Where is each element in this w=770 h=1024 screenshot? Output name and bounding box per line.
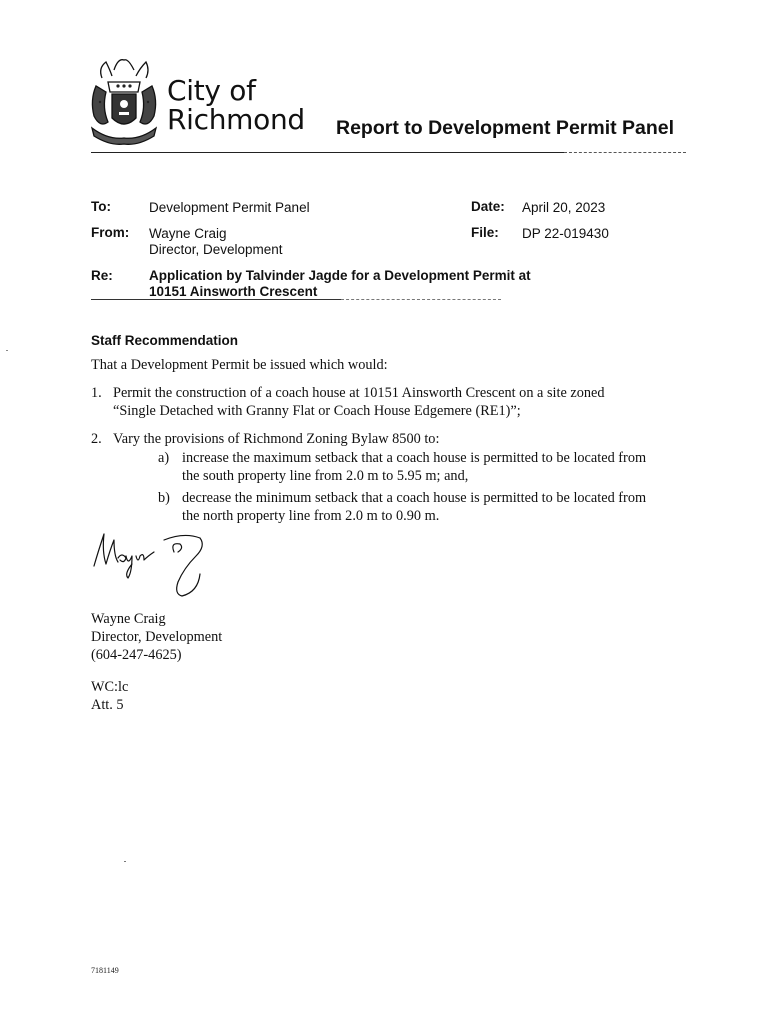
subject-underline	[91, 299, 341, 300]
header-divider-faint	[564, 152, 686, 153]
list-number-1: 1.	[91, 385, 102, 401]
list-number-2: 2.	[91, 431, 102, 447]
to-value: Development Permit Panel	[149, 200, 310, 215]
from-name: Wayne Craig	[149, 226, 227, 241]
subject-underline-faint	[341, 299, 501, 300]
section-heading: Staff Recommendation	[91, 333, 239, 348]
sublist-item-a-line-2: the south property line from 2.0 m to 5.95 m; and,	[182, 468, 469, 484]
signatory-phone: (604-247-4625)	[91, 647, 182, 663]
report-title: Report to Development Permit Panel	[336, 117, 675, 139]
to-label: To:	[91, 199, 111, 214]
date-value: April 20, 2023	[522, 200, 606, 215]
sublist-item-b-line-2: the north property line from 2.0 m to 0.90 m.	[182, 508, 440, 524]
list-item-2: Vary the provisions of Richmond Zoning Bylaw 8500 to:	[113, 431, 440, 447]
attachment-count: Att. 5	[91, 697, 124, 713]
recommendation-intro: That a Development Permit be issued which would:	[91, 357, 388, 373]
city-crest-logo	[88, 56, 160, 148]
date-label: Date:	[471, 199, 505, 214]
sublist-letter-b: b)	[158, 490, 170, 506]
sublist-item-b-line-1: decrease the minimum setback that a coach house is permitted to be located from	[182, 490, 647, 506]
handwritten-signature	[88, 522, 218, 606]
sublist-item-a-line-1: increase the maximum setback that a coach house is permitted to be located from	[182, 450, 647, 466]
header-divider	[91, 152, 564, 153]
from-label: From:	[91, 225, 130, 240]
subject-line-2: 10151 Ainsworth Crescent	[149, 284, 318, 299]
document-number: 7181149	[91, 966, 119, 975]
signatory-title: Director, Development	[91, 629, 223, 645]
city-name-line1: City of	[167, 74, 256, 107]
scan-speck	[124, 861, 126, 862]
author-initials: WC:lc	[91, 679, 129, 695]
file-number: DP 22-019430	[522, 226, 609, 241]
city-name-wordmark	[167, 76, 305, 134]
scan-speck-margin	[6, 350, 8, 351]
sublist-letter-a: a)	[158, 450, 170, 466]
signatory-name: Wayne Craig	[91, 611, 166, 627]
list-item-1-line-1: Permit the construction of a coach house at 10151 Ainsworth Crescent on a site zoned	[113, 385, 605, 401]
file-label: File:	[471, 225, 499, 240]
city-name-line2: Richmond	[167, 103, 305, 136]
re-label: Re:	[91, 268, 113, 283]
subject-line-1: Application by Talvinder Jagde for a Development Permit at	[149, 268, 531, 283]
from-title: Director, Development	[149, 242, 283, 257]
list-item-1-line-2: “Single Detached with Granny Flat or Coach House Edgemere (RE1)”;	[113, 403, 521, 419]
